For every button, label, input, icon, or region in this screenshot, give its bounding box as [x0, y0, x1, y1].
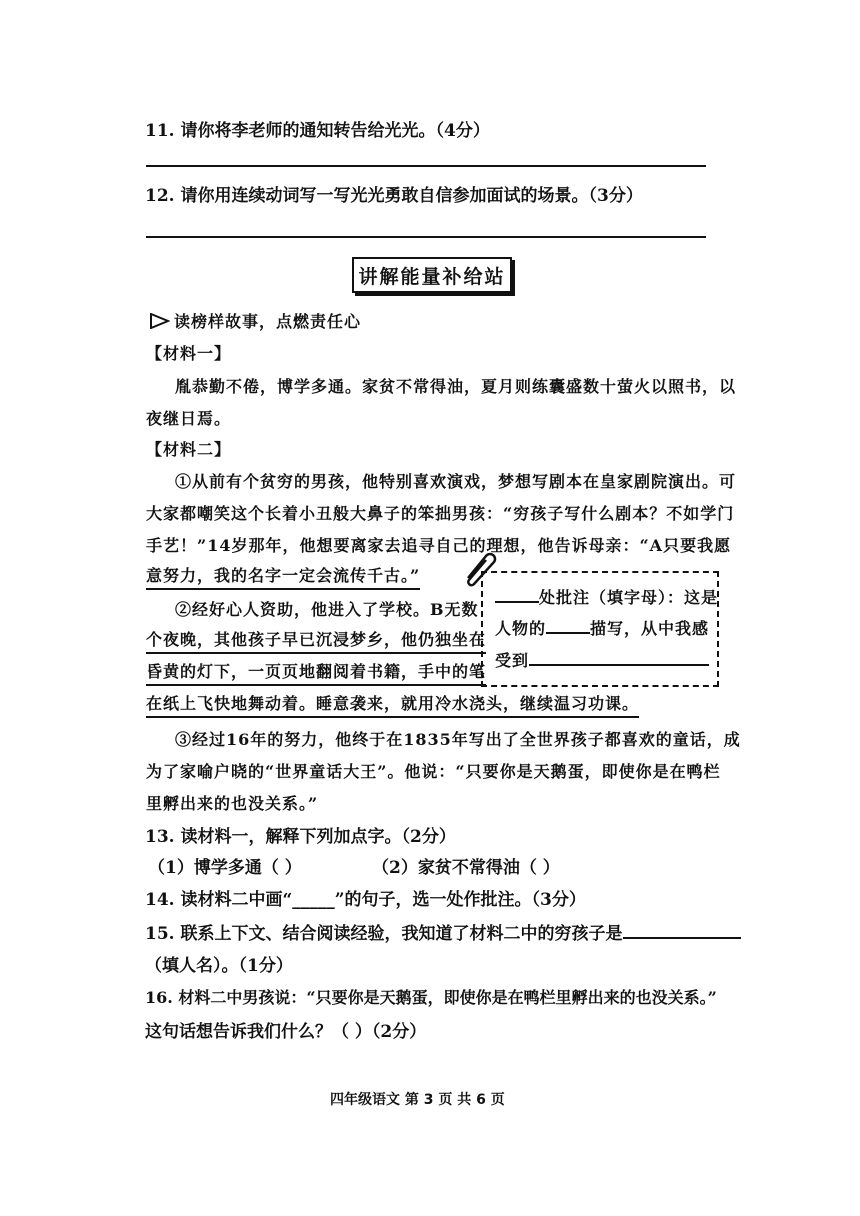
question-11: 11. 请你将李老师的通知转告给光光。（4分） [145, 121, 490, 141]
note-line: 受到 [495, 648, 709, 671]
note-line: 人物的 描写，从中我感 [495, 619, 710, 638]
annotation-box [481, 571, 719, 687]
question-15-line-2: （填人名）。（1分） [145, 956, 293, 976]
question-13-item-2: （2）家贫不常得油（ ） [372, 858, 560, 878]
material1-label: 【材料一】 [146, 344, 232, 363]
question-13: 13. 读材料一，解释下列加点字。（2分） [145, 827, 456, 847]
subtitle-row [150, 309, 361, 332]
material2-line: ②经好心人资助，他进入了学校。B无数 [175, 600, 479, 619]
material1-line: 胤恭勤不倦，博学多通。家贫不常得油，夏月则练囊盛数十萤火以照书，以 [175, 377, 737, 396]
underlined-sentence-b: 昏黄的灯下，一页页地翻阅着书籍，手中的笔 [146, 659, 486, 686]
question-14: 14. 读材料二中画“_____”的句子，选一处作批注。（3分） [145, 890, 586, 910]
section-subtitle: 读榜样故事，点燃责任心 [174, 312, 362, 331]
arrow-icon [150, 313, 170, 329]
underlined-sentence-a: 意努力，我的名字一定会流传千古。” [146, 563, 420, 590]
material2-line: 里孵出来的也没关系。” [146, 794, 319, 813]
question-15: 15. 联系上下文、结合阅读经验，我知道了材料二中的穷孩子是 [145, 919, 741, 944]
question-13-item-1: （1）博学多通（ ） [148, 858, 302, 878]
answer-blank-15[interactable] [623, 923, 741, 939]
question-16: 16. 材料二中男孩说：“只要你是天鹅蛋，即使你是在鸭栏里孵出来的也没关系。” [145, 988, 717, 1007]
note-blank[interactable] [495, 587, 539, 603]
material2-line: 大家都嘲笑这个长着小丑般大鼻子的笨拙男孩：“穷孩子写什么剧本？不如学门 [146, 504, 735, 523]
page-footer: 四年级语文 第 3 页 共 6 页 [330, 1092, 505, 1108]
question-12: 12. 请你用连续动词写一写光光勇敢自信参加面试的场景。（3分） [145, 186, 643, 206]
material2-line: ①从前有个贫穷的男孩，他特别喜欢演戏，梦想写剧本在皇家剧院演出。可 [175, 472, 737, 491]
note-line: 处批注（填字母）：这是 [495, 585, 718, 608]
note-blank[interactable] [529, 650, 709, 666]
note-blank[interactable] [546, 618, 590, 634]
material2-label: 【材料二】 [146, 440, 232, 459]
material2-line: 手艺！”14岁那年，他想要离家去追寻自己的理想，他告诉母亲：“A只要我愿 [146, 536, 732, 555]
underlined-sentence-b: 在纸上飞快地舞动着。睡意袭来，就用冷水浇头，继续温习功课。 [146, 691, 639, 718]
answer-line-12 [146, 236, 706, 238]
material2-line: 为了家喻户晓的“世界童话大王”。他说：“只要你是天鹅蛋，即使你是在鸭栏 [146, 762, 721, 781]
question-16-line-2: 这句话想告诉我们什么？（ ）（2分） [145, 1022, 427, 1042]
underlined-sentence-b: 个夜晚，其他孩子早已沉浸梦乡，他仍独坐在 [146, 627, 486, 654]
answer-line-11 [146, 165, 706, 167]
material2-line: ③经过16年的努力，他终于在1835年写出了全世界孩子都喜欢的童话，成 [175, 730, 741, 749]
material1-line: 夜继日焉。 [146, 409, 232, 428]
section-title: 讲解能量补给站 [352, 257, 512, 293]
